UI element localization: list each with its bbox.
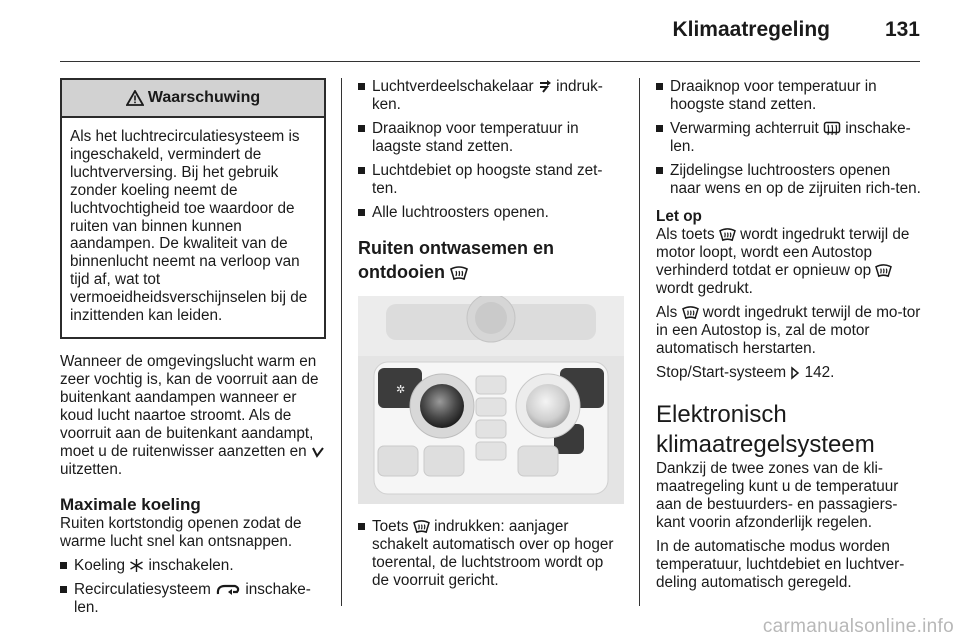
- watermark-text: carmanualsonline.info: [762, 616, 954, 637]
- page-header: [60, 0, 920, 62]
- list-item-text: Luchtverdeelschakelaar: [372, 78, 534, 95]
- windscreen-defrost-icon: [413, 519, 430, 534]
- paragraph-text: uitzetten.: [60, 460, 123, 478]
- note-paragraph: [656, 304, 922, 358]
- note-text: wordt ingedrukt terwijl de mo-tor in een Autostop is, zal de motor automatisch herstarten.: [656, 304, 921, 357]
- reference-text: Stop/Start-systeem: [656, 364, 787, 381]
- list-item-text: indrukken: aanjager schakelt automatisch over op hoger toerental, de luchtstroom wordt op de voorruit gericht.: [372, 518, 614, 589]
- section-heading: Elektronisch klimaatregelsysteem: [656, 401, 875, 458]
- windscreen-defrost-icon: [719, 227, 736, 242]
- list-item-text: indruk-ken.: [372, 78, 603, 113]
- warning-title: Waarschuwing: [147, 89, 261, 106]
- warning-box: [60, 78, 326, 339]
- note-text: Als toets: [656, 226, 715, 243]
- climate-panel-illustration: [358, 296, 624, 504]
- list-item: Draaiknop voor temperatuur in laagste stand zetten.: [358, 120, 624, 156]
- list-item: Draaiknop voor temperatuur in hoogste stand zetten.: [656, 78, 922, 114]
- list-item-text: Koeling: [74, 556, 126, 574]
- wiper-icon: [311, 445, 325, 459]
- list-item: [358, 78, 624, 114]
- column-divider: [639, 78, 640, 606]
- windscreen-defrost-icon: [450, 265, 468, 281]
- list-item: Alle luchtroosters openen.: [358, 204, 624, 222]
- rear-window-heating-icon: [823, 121, 841, 136]
- warning-triangle-icon: [126, 90, 144, 106]
- windscreen-defrost-icon: [875, 263, 892, 278]
- climate-control-panel-photo: [358, 296, 624, 504]
- panel-snowflake-glyph: ✲: [396, 383, 406, 396]
- note-paragraph: [656, 226, 922, 298]
- reference-text: 142.: [804, 364, 835, 381]
- paragraph: [60, 353, 326, 479]
- list-item-text: Recirculatiesysteem: [74, 580, 211, 598]
- page-title: Klimaatregeling: [672, 18, 830, 41]
- section-heading: [358, 236, 624, 284]
- note-text: wordt ingedrukt terwijl de motor loopt, wordt een Autostop verhinderd totdat er opnieuw op: [656, 226, 910, 279]
- air-distribution-icon: [538, 80, 552, 94]
- section-heading: Maximale koeling: [60, 494, 201, 514]
- paragraph: Ruiten kortstondig openen zodat de warme lucht snel kan ontsnappen.: [60, 514, 302, 550]
- list-item-text: inschakelen.: [148, 556, 234, 574]
- paragraph: In de automatische modus worden temperatuur, luchtdebiet en luchtver-deling automatisch geregeld.: [656, 538, 905, 591]
- list-item: Zijdelingse luchtroosters openen naar wens en op de zijruiten rich-ten.: [656, 162, 922, 198]
- list-item-text: Verwarming achterruit: [670, 120, 819, 137]
- heading-text: Ruiten ontwasemen en: [358, 238, 555, 258]
- note-text: Als: [656, 304, 678, 321]
- column-1: [60, 78, 326, 617]
- windscreen-defrost-icon: [682, 305, 699, 320]
- list-item-text: Toets: [372, 518, 409, 535]
- note-heading: Let op: [656, 208, 702, 225]
- cross-reference: [656, 364, 922, 382]
- list-item-text: inschake-len.: [670, 120, 911, 155]
- page-number: 131: [884, 18, 920, 41]
- list-item: [358, 518, 624, 590]
- paragraph: Dankzij de twee zones van de kli-maatregeling kunt u de temperatuur aan de bestuurders- en passagiers-kant voorin afzonderlijk regelen.: [656, 460, 899, 531]
- snowflake-icon: [129, 558, 144, 573]
- list-item: [60, 557, 326, 575]
- warning-header: [62, 80, 324, 118]
- reference-arrow-icon: [790, 366, 800, 380]
- recirculation-icon: [215, 583, 241, 597]
- column-3: [656, 78, 922, 592]
- list-item-text: inschake-len.: [74, 580, 311, 616]
- column-2: [358, 78, 624, 590]
- paragraph-text: Wanneer de omgevingslucht warm en zeer vochtig is, kan de voorruit aan de buitenkant aandampen wanneer er koud lucht naartoe stroomt. Als de voorruit aan de buitenkant aandampt, moet u de ruitenwisser aanzetten en: [60, 352, 319, 460]
- warning-text: Als het luchtrecirculatiesysteem is ingeschakeld, vermindert de luchtverversing. Bij het gebruik zonder koeling neemt de luchtvochtigheid toe waardoor de ruiten van binnen kunnen aandampen. De kwaliteit van de binnenlucht neemt na verloop van tijd af, wat tot vermoeidheidsverschijnselen bij de inzittenden kan leiden.: [70, 128, 308, 325]
- heading-text: ontdooien: [358, 262, 445, 282]
- note-text: wordt gedrukt.: [656, 280, 753, 297]
- list-item: [60, 581, 326, 617]
- list-item: [656, 120, 922, 156]
- column-divider: [341, 78, 342, 606]
- list-item: Luchtdebiet op hoogste stand zet-ten.: [358, 162, 624, 198]
